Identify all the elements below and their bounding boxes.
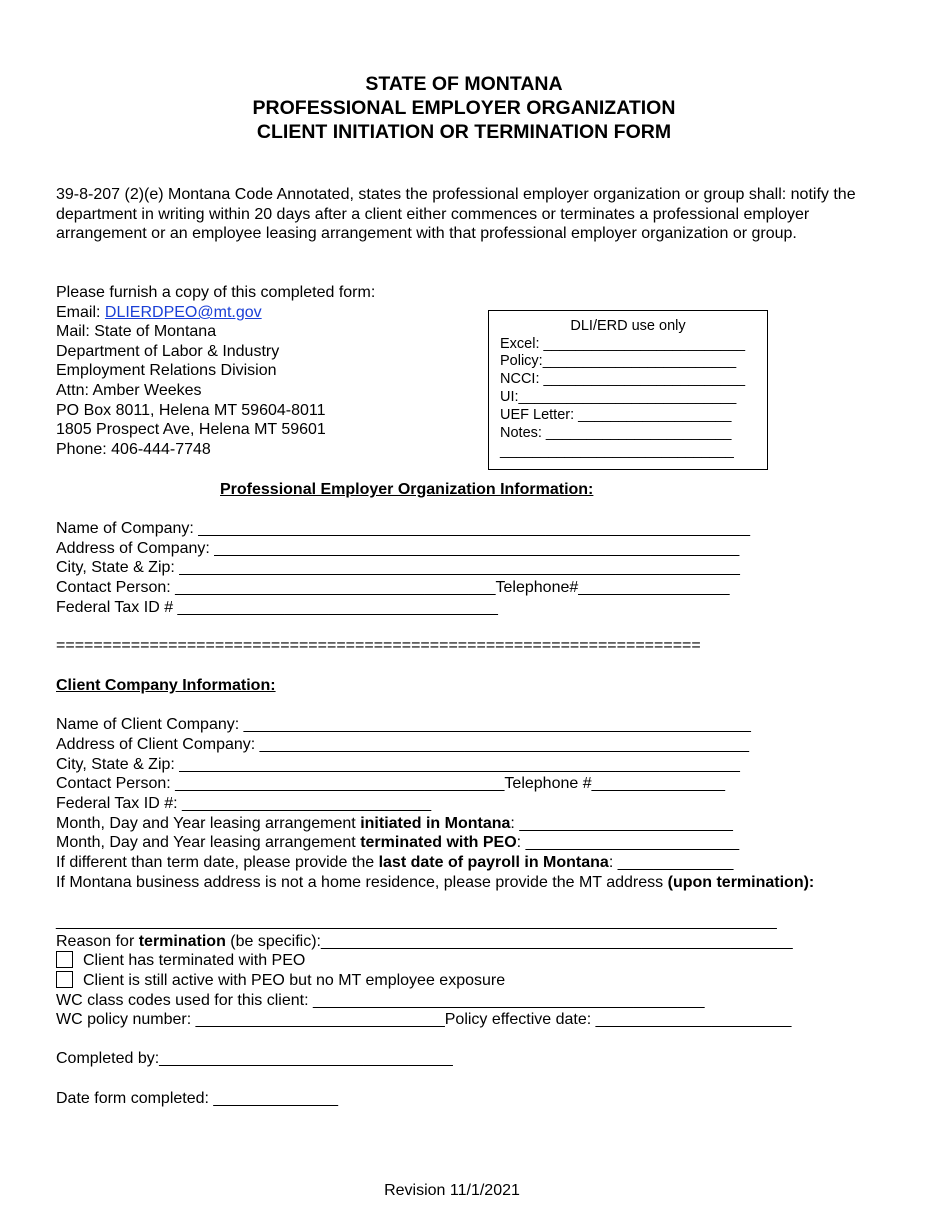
phone-line: Phone: 406-444-7748 bbox=[56, 441, 211, 458]
terminated-blank[interactable]: : ________________________ bbox=[516, 834, 740, 851]
office-notes-field[interactable]: Notes: _______________________ bbox=[500, 425, 732, 441]
terminated-checkbox[interactable] bbox=[56, 951, 73, 968]
division-line: Employment Relations Division bbox=[56, 362, 277, 379]
office-ncci-field[interactable]: NCCI: _________________________ bbox=[500, 371, 746, 387]
reason-blank[interactable]: (be specific):_____________________________________________________ bbox=[225, 933, 793, 950]
wc-codes-field[interactable]: WC class codes used for this client: ____________________________________________ bbox=[56, 992, 705, 1009]
mt-address-label-bold: (upon termination): bbox=[667, 874, 815, 891]
attn-line: Attn: Amber Weekes bbox=[56, 382, 202, 399]
title-line-3: CLIENT INITIATION OR TERMINATION FORM bbox=[256, 121, 672, 143]
still-active-checkbox[interactable] bbox=[56, 971, 73, 988]
office-ui-field[interactable]: UI:___________________________ bbox=[500, 389, 737, 405]
last-payroll-field[interactable] bbox=[56, 853, 733, 873]
office-notes-blank[interactable]: _____________________________ bbox=[500, 443, 734, 459]
client-contact-field[interactable]: Contact Person: _____________________________________Telephone #_______________ bbox=[56, 775, 726, 792]
title-line-1: STATE OF MONTANA bbox=[365, 73, 563, 95]
mail-line: Mail: State of Montana bbox=[56, 323, 217, 340]
peo-heading: Professional Employer Organization Information: bbox=[220, 481, 594, 498]
client-heading: Client Company Information: bbox=[56, 677, 276, 694]
office-policy-field[interactable]: Policy:________________________ bbox=[500, 353, 737, 369]
last-payroll-blank[interactable]: : _____________ bbox=[608, 854, 734, 871]
option-terminated-label: Client has terminated with PEO bbox=[83, 952, 306, 969]
client-tax-field[interactable]: Federal Tax ID #: ____________________________ bbox=[56, 795, 432, 812]
initiated-label: Month, Day and Year leasing arrangement bbox=[56, 815, 361, 832]
termination-reason-field[interactable] bbox=[56, 932, 793, 952]
email-link[interactable]: DLIERDPEO@mt.gov bbox=[104, 304, 262, 321]
title-line-2: PROFESSIONAL EMPLOYER ORGANIZATION bbox=[252, 97, 676, 119]
reason-label-bold: termination bbox=[138, 933, 226, 950]
peo-address-field[interactable]: Address of Company: ___________________________________________________________ bbox=[56, 540, 740, 557]
mt-address-label: If Montana business address is not a home residence, please provide the MT address bbox=[56, 874, 668, 891]
intro-paragraph: 39-8-207 (2)(e) Montana Code Annotated, states the professional employer organization or group shall: notify the department in writing within 20 days after a client either commences or terminates a professional employer arrangement or an employee leasing arrangement with that professional employer organization or group. bbox=[56, 186, 856, 243]
furnish-text: Please furnish a copy of this completed form: bbox=[56, 284, 376, 301]
option-still-active-label: Client is still active with PEO but no MT employee exposure bbox=[83, 972, 506, 989]
terminated-label-bold: terminated with PEO bbox=[360, 834, 517, 851]
email-label: Email: bbox=[56, 304, 105, 321]
last-payroll-label: If different than term date, please provide the bbox=[56, 854, 379, 871]
mt-address-prompt bbox=[56, 873, 814, 893]
completed-by-field[interactable]: Completed by:_________________________________ bbox=[56, 1050, 453, 1067]
office-uef-field[interactable]: UEF Letter: ___________________ bbox=[500, 407, 732, 423]
peo-name-field[interactable]: Name of Company: ______________________________________________________________ bbox=[56, 520, 750, 537]
office-use-title: DLI/ERD use only bbox=[570, 318, 686, 334]
client-address-field[interactable]: Address of Client Company: _______________________________________________________ bbox=[56, 736, 750, 753]
reason-label: Reason for bbox=[56, 933, 139, 950]
peo-contact-field[interactable]: Contact Person: ____________________________________Telephone#_________________ bbox=[56, 579, 730, 596]
mt-address-field[interactable]: _________________________________________________________________________________ bbox=[56, 913, 777, 930]
peo-city-field[interactable]: City, State & Zip: _______________________________________________________________ bbox=[56, 559, 740, 576]
email-line bbox=[56, 303, 262, 323]
revision-footer: Revision 11/1/2021 bbox=[384, 1182, 520, 1199]
last-payroll-label-bold: last date of payroll in Montana bbox=[378, 854, 609, 871]
office-excel-field[interactable]: Excel: _________________________ bbox=[500, 336, 746, 352]
wc-policy-field[interactable]: WC policy number: ____________________________Policy effective date: ______________________ bbox=[56, 1011, 792, 1028]
peo-tax-field[interactable]: Federal Tax ID # ____________________________________ bbox=[56, 599, 498, 616]
pobox-line: PO Box 8011, Helena MT 59604-8011 bbox=[56, 402, 326, 419]
option-terminated[interactable] bbox=[56, 951, 305, 971]
date-completed-field[interactable]: Date form completed: ______________ bbox=[56, 1090, 338, 1107]
terminated-date-field[interactable] bbox=[56, 833, 739, 853]
section-separator: ===================================================================== bbox=[56, 637, 701, 654]
initiated-label-bold: initiated in Montana bbox=[360, 815, 511, 832]
street-line: 1805 Prospect Ave, Helena MT 59601 bbox=[56, 421, 326, 438]
department-line: Department of Labor & Industry bbox=[56, 343, 280, 360]
option-still-active[interactable] bbox=[56, 971, 505, 991]
terminated-label: Month, Day and Year leasing arrangement bbox=[56, 834, 361, 851]
client-city-field[interactable]: City, State & Zip: _______________________________________________________________ bbox=[56, 756, 740, 773]
initiated-date-field[interactable] bbox=[56, 814, 733, 834]
initiated-blank[interactable]: : ________________________ bbox=[510, 815, 733, 832]
client-name-field[interactable]: Name of Client Company: _________________________________________________________ bbox=[56, 716, 751, 733]
